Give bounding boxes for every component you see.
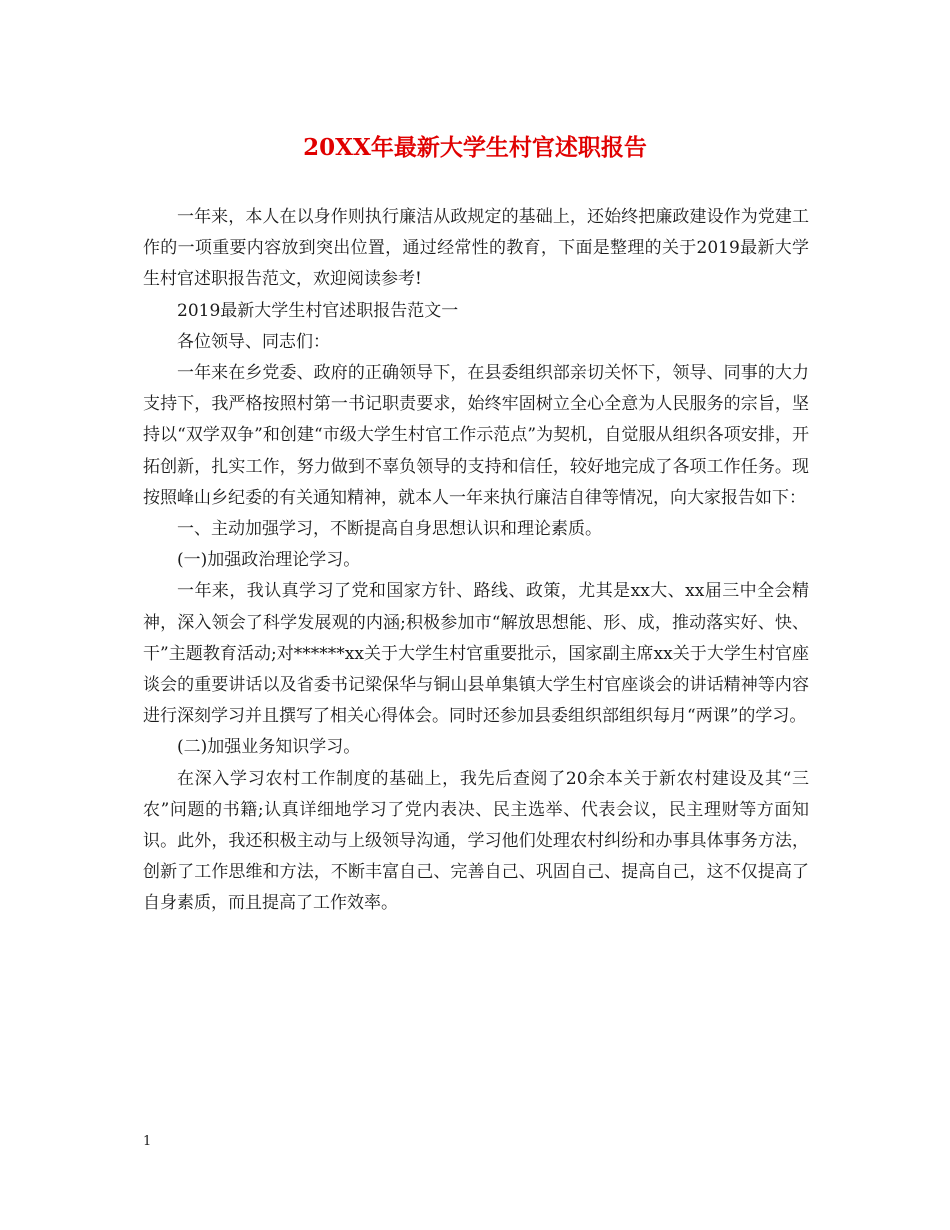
document-body bbox=[143, 202, 809, 920]
intro-paragraph: 一年来，本人在以身作则执行廉洁从政规定的基础上，还始终把廉政建设作为党建工作的一项重要内容放到突出位置，通过经常性的教育，下面是整理的关于2019最新大学生村官述职报告范文，欢迎阅读参考! bbox=[143, 207, 809, 290]
document-title: 20XX年最新大学生村官述职报告 bbox=[303, 134, 647, 161]
body-paragraph: 一年来在乡党委、政府的正确领导下，在县委组织部亲切关怀下，领导、同事的大力支持下，我严格按照村第一书记职责要求，始终牢固树立全心全意为人民服务的宗旨，坚持以“双学双争”和创建“市级大学生村官工作示范点”为契机，自觉服从组织各项安排，开拓创新，扎实工作，努力做到不辜负领导的支持和信任，较好地完成了各项工作任务。现按照峰山乡纪委的有关通知精神，就本人一年来执行廉洁自律等情况，向大家报告如下： bbox=[143, 363, 809, 508]
body-paragraph: 一年来，我认真学习了党和国家方针、路线、政策，尤其是xx大、xx届三中全会精神，深入领会了科学发展观的内涵;积极参加市“解放思想能、形、成，推动落实好、快、干”主题教育活动;对******xx关于大学生村官重要批示，国家副主席xx关于大学生村官座谈会的重要讲话以及省委书记梁保华与铜山县单集镇大学生村官座谈会的讲话精神等内容进行深刻学习并且撰写了相关心得体会。同时还参加县委组织部组织每月“两课”的学习。 bbox=[143, 581, 809, 727]
section-heading: 2019最新大学生村官述职报告范文一 bbox=[177, 300, 459, 321]
body-paragraph: 在深入学习农村工作制度的基础上，我先后查阅了20余本关于新农村建设及其“三农”问题的书籍;认真详细地学习了党内表决、民主选举、代表会议，民主理财等方面知识。此外，我还积极主动与上级领导沟通，学习他们处理农村纠纷和办事具体事务方法，创新了工作思维和方法，不断丰富自己、完善自己、巩固自己、提高自己，这不仅提高了自身素质，而且提高了工作效率。 bbox=[143, 768, 809, 914]
salutation: 各位领导、同志们： bbox=[177, 331, 330, 352]
subsection-heading: (一)加强政治理论学习。 bbox=[177, 550, 361, 571]
subsection-heading: (二)加强业务知识学习。 bbox=[177, 737, 361, 758]
page-number: 1 bbox=[143, 1134, 152, 1149]
subsection-heading: 一、主动加强学习，不断提高自身思想认识和理论素质。 bbox=[177, 519, 602, 540]
